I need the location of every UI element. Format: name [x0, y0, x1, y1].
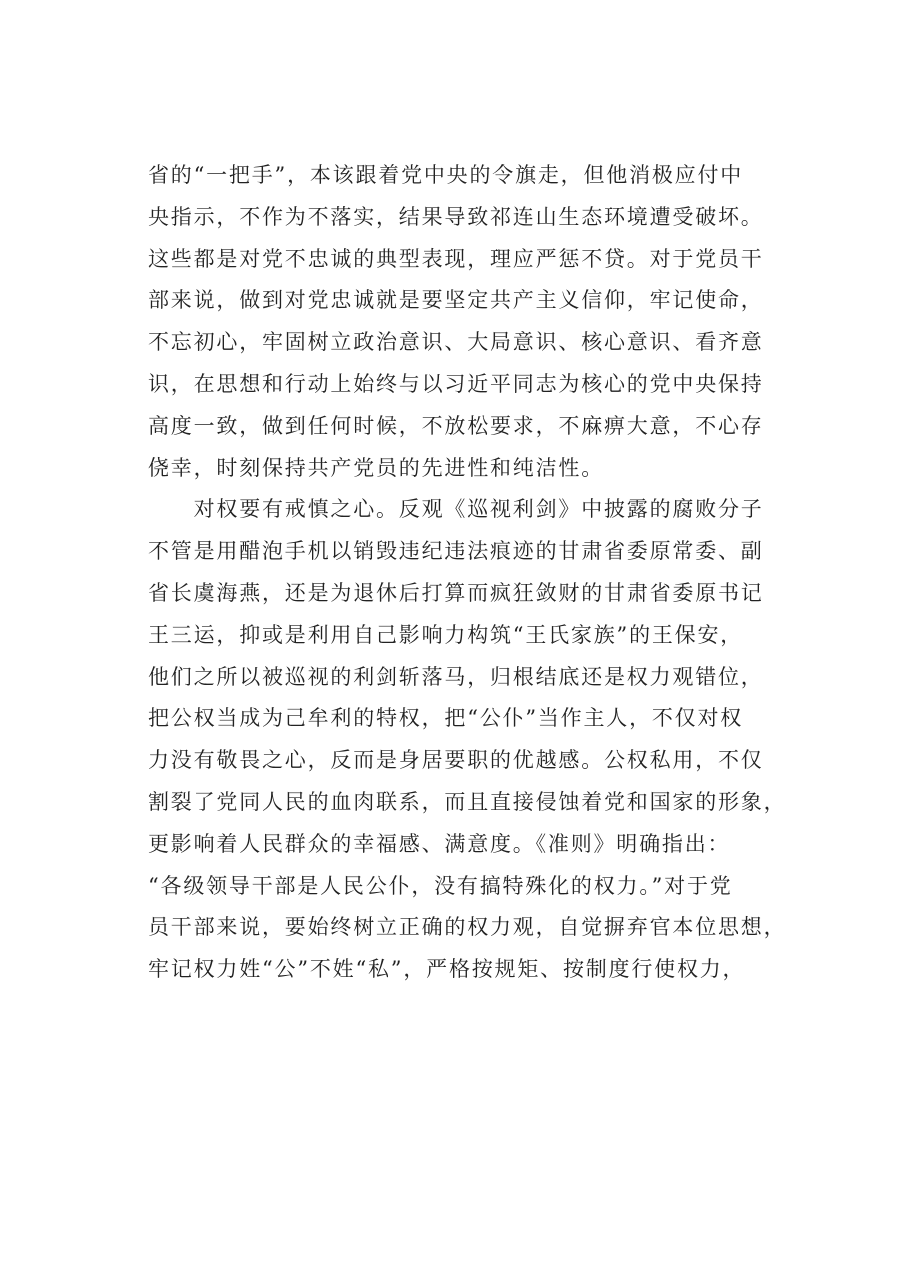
text-line: 牢记权力姓“公”不姓“私”，严格按规矩、按制度行使权力， [148, 957, 746, 982]
text-line: 不管是用醋泡手机以销毁违纪违法痕迹的甘肃省委原常委、副 [148, 539, 764, 564]
text-line: 央指示，不作为不落实，结果导致祁连山生态环境遭受破坏。 [148, 204, 764, 229]
text-line: 不忘初心，牢固树立政治意识、大局意识、核心意识、看齐意 [148, 330, 764, 355]
paragraph-start-line: 对权要有戒慎之心。反观《巡视利剑》中披露的腐败分子 [148, 497, 764, 522]
text-line: 割裂了党同人民的血肉联系，而且直接侵蚀着党和国家的形象， [148, 789, 787, 814]
text-line: 这些都是对党不忠诚的典型表现，理应严惩不贷。对于党员干 [148, 246, 764, 271]
text-line: “各级领导干部是人民公仆，没有搞特殊化的权力。”对于党 [148, 873, 733, 898]
text-line: 侥幸，时刻保持共产党员的先进性和纯洁性。 [148, 455, 604, 480]
text-line: 他们之所以被巡视的利剑斩落马，归根结底还是权力观错位， [148, 664, 764, 689]
text-line: 更影响着人民群众的幸福感、满意度。《准则》明确指出： [148, 831, 731, 856]
text-line: 部来说，做到对党忠诚就是要坚定共产主义信仰，牢记使命， [148, 288, 764, 313]
text-line: 省的“一把手”，本该跟着党中央的令旗走，但他消极应付中 [148, 163, 744, 187]
text-line: 把公权当成为己牟利的特权，把“公仆”当作主人，不仅对权 [148, 706, 744, 731]
text-line: 员干部来说，要始终树立正确的权力观，自觉摒弃官本位思想， [148, 915, 787, 940]
text-line: 王三运，抑或是利用自己影响力构筑“王氏家族”的王保安， [148, 622, 744, 647]
text-line: 高度一致，做到任何时候，不放松要求，不麻痹大意，不心存 [148, 413, 764, 438]
text-line: 力没有敬畏之心，反而是身居要职的优越感。公权私用，不仅 [148, 748, 764, 773]
body-text [148, 155, 818, 991]
text-line: 识，在思想和行动上始终与以习近平同志为核心的党中央保持 [148, 371, 764, 396]
text-line: 省长虞海燕，还是为退休后打算而疯狂敛财的甘肃省委原书记 [148, 580, 764, 605]
